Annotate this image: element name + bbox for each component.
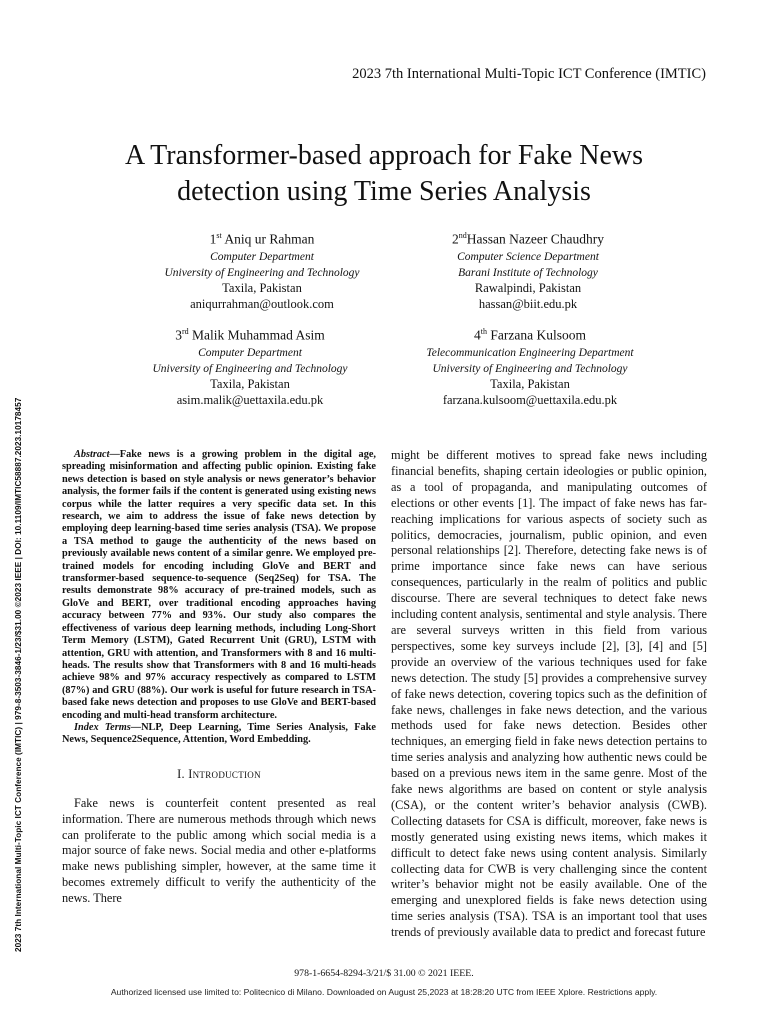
- author-department: Telecommunication Engineering Department: [426, 347, 634, 359]
- paper-title-line-1: A Transformer-based approach for Fake News: [124, 140, 644, 171]
- abstract-text: —Fake news is a growing problem in the digital age, spreading misinformation and affecting public opinion. Existing fake news detection is based on style analysis or news generator’s behavior analysis, the former fails if the content is generated using existing news corpus while the latter requires a very specific data set. In this research, we aim to address the issue of fake news detection by employing deep learning-based time series analysis (TSA). We propose a TSA method to gauge the authenticity of the news based on previously available news content of a similar genre. We employed pre-trained models for encoding including GloVe and BERT and transformer-based sequence-to-sequence (Seq2Seq) for TSA. The results demonstrate 98% accuracy of pre-trained models, such as GloVe and BERT, over traditional encoding approaches having accuracy between 77% and 93%. Our study also compares the effectiveness of various deep learning methods, including Long-Short Term Memory (LSTM), Gated Recurrent Unit (GRU), LSTM with attention, GRU with attention, and Transformers with 8 and 16 multi-heads. The results show that Transformers with 8 and 16 multi-heads achieve 98% and 97% accuracy respectively as compared to LSTM (87%) and GRU (88%). Our work is useful for future research in TSA-based fake news detection and proposes to use GloVe and BERT-based encoding and multi-head transform architecture.: [62, 449, 376, 721]
- author-name: [100, 324, 400, 343]
- author-ordinal: 1: [209, 231, 217, 247]
- author-institution: University of Engineering and Technology: [432, 362, 628, 375]
- author-name-text: Aniq ur Rahman: [224, 231, 315, 247]
- author-name-text: Hassan Nazeer Chaudhry: [466, 231, 604, 247]
- paper-title: [0, 138, 768, 210]
- author-ordinal-suffix: nd: [458, 231, 467, 240]
- author-location: Rawalpindi, Pakistan: [474, 281, 582, 295]
- author-name: [388, 324, 672, 343]
- section-number: I.: [177, 766, 189, 781]
- author-ordinal-suffix: st: [216, 231, 222, 240]
- author-email: hassan@biit.edu.pk: [478, 296, 578, 311]
- author-department: Computer Science Department: [457, 251, 599, 263]
- footer-copyright: 978-1-6654-8294-3/21/$ 31.00 © 2021 IEEE.: [294, 968, 474, 979]
- abstract-lead: Abstract: [74, 449, 110, 460]
- author-location: Taxila, Pakistan: [222, 281, 302, 295]
- author-block-4: [388, 324, 672, 408]
- author-email: farzana.kulsoom@uettaxila.edu.pk: [442, 392, 618, 407]
- author-email: asim.malik@uettaxila.edu.pk: [176, 392, 324, 407]
- author-name-text: Malik Muhammad Asim: [192, 327, 325, 343]
- index-terms-lead: Index Terms: [74, 721, 131, 733]
- author-location: Taxila, Pakistan: [210, 377, 290, 391]
- left-column: [62, 449, 376, 907]
- right-column: [391, 448, 707, 941]
- author-ordinal: 4: [474, 327, 481, 343]
- author-institution: University of Engineering and Technology: [152, 362, 348, 375]
- author-block-3: [100, 324, 400, 408]
- author-ordinal-suffix: rd: [181, 327, 189, 336]
- author-ordinal: 2: [452, 231, 459, 247]
- author-institution: University of Engineering and Technology: [164, 266, 360, 279]
- author-department: Computer Department: [198, 347, 302, 359]
- abstract: [62, 449, 376, 722]
- author-institution: Barani Institute of Technology: [458, 266, 598, 279]
- author-block-2: [396, 228, 660, 312]
- section-heading-introduction: [62, 767, 376, 782]
- intro-paragraph-left: Fake news is counterfeit content presented as real information. There are numerous methods through which news can proliferate to the public among which social media is a major source of fake news. Social media and other e-platforms make news publishing simpler, however, at the same time it becomes extremely difficult to verify the authenticity of the news. There: [62, 795, 376, 906]
- footer-license-notice: Authorized licensed use limited to: Politecnico di Milano. Downloaded on August 25,2023 at 18:28:20 UTC from IEEE Xplore. Restrictions apply.: [110, 987, 658, 997]
- author-ordinal: 3: [175, 327, 182, 343]
- index-terms: [62, 722, 376, 747]
- author-block-1: [128, 228, 396, 312]
- intro-paragraph-right: might be different motives to spread fake news including financial benefits, shaping certain ideologies or public opinion, as a tool of propaganda, and manipulating outcomes of elections or other events [1]. The impact of fake news has far-reaching implications for various aspects of society such as politics, democracies, journalism, public opinion, and even personal relationships [2]. Therefore, detecting fake news is of prime importance since fake news can have serious consequences, particularly in the realm of politics and public discourse. There are several techniques to detect fake news including content analysis, sentimental and style analysis. There are several surveys written in this field from various perspectives, some key surveys include [2], [3], [4] and [5] provide an overview of the various techniques used for fake news detection. The study [5] provides a comprehensive survey of fake news detection, covering topics such as the definition of fake news, challenges in fake news detection, and the various methods used for fake news detection. Besides other techniques, an emerging field in fake news detection pertains to time series analysis and analyzing how authentic news could be based on a previous news item in the same genre. Most of the fake news algorithms are based on content or style analysis (CSA), or the content writer’s behavior analysis (CWB). Collecting datasets for CSA is difficult, moreover, fake news is mostly generated using existing news items, which makes it difficult to detect fake news using content analysis. Similarly collecting data for CWB is very challenging since the content writer’s behavior might not be easily available. One of the emerging and unexplored fields is fake news detection using time series analysis (TSA). TSA is an important tool that uses trends of previously available data to predict and forecast future: [391, 448, 707, 940]
- paper-title-line-2: detection using Time Series Analysis: [177, 176, 591, 207]
- author-department: Computer Department: [210, 251, 314, 263]
- conference-header: 2023 7th International Multi-Topic ICT Conference (IMTIC): [352, 66, 706, 82]
- section-title: Introduction: [188, 766, 261, 781]
- index-terms-text: —NLP, Deep Learning, Time Series Analysis, Fake News, Sequence2Sequence, Attention, Word Embedding.: [62, 721, 376, 746]
- author-name-text: Farzana Kulsoom: [490, 327, 586, 343]
- author-name: [396, 228, 660, 247]
- side-doi-identifier: 2023 7th International Multi-Topic ICT Conference (IMTIC) | 979-8-3503-3846-1/23/$31.00 ©2023 IEEE | DOI: 10.1109/IMTIC58887.2023.10178457: [14, 397, 23, 952]
- author-name: [128, 228, 396, 247]
- author-location: Taxila, Pakistan: [490, 377, 570, 391]
- author-ordinal-suffix: th: [480, 327, 487, 336]
- author-email: aniqurrahman@outlook.com: [190, 296, 334, 311]
